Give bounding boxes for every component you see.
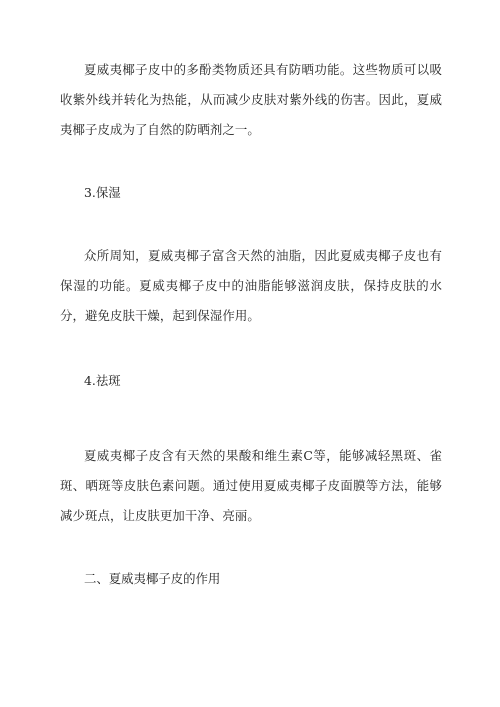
heading-section-two: 二、夏威夷椰子皮的作用 <box>84 571 221 586</box>
paragraph-sun-protection: 夏威夷椰子皮中的多酚类物质还具有防晒功能。这些物质可以吸收紫外线并转化为热能，从而减少皮肤对紫外线的伤害。因此，夏威夷椰子皮成为了自然的防晒剂之一。 <box>60 62 442 137</box>
paragraph-moisturizing: 众所周知，夏威夷椰子富含天然的油脂，因此夏威夷椰子皮也有保湿的功能。夏威夷椰子皮中的油脂能够滋润皮肤，保持皮肤的水分，避免皮肤干燥，起到保湿作用。 <box>60 248 442 323</box>
heading-moisturizing: 3.保湿 <box>84 185 121 200</box>
paragraph-spot-removal: 夏威夷椰子皮含有天然的果酸和维生素C等，能够减轻黑斑、雀斑、晒斑等皮肤色素问题。通过使用夏威夷椰子皮面膜等方法，能够减少斑点，让皮肤更加干净、亮丽。 <box>60 448 442 523</box>
heading-spot-removal: 4.祛斑 <box>84 373 121 388</box>
